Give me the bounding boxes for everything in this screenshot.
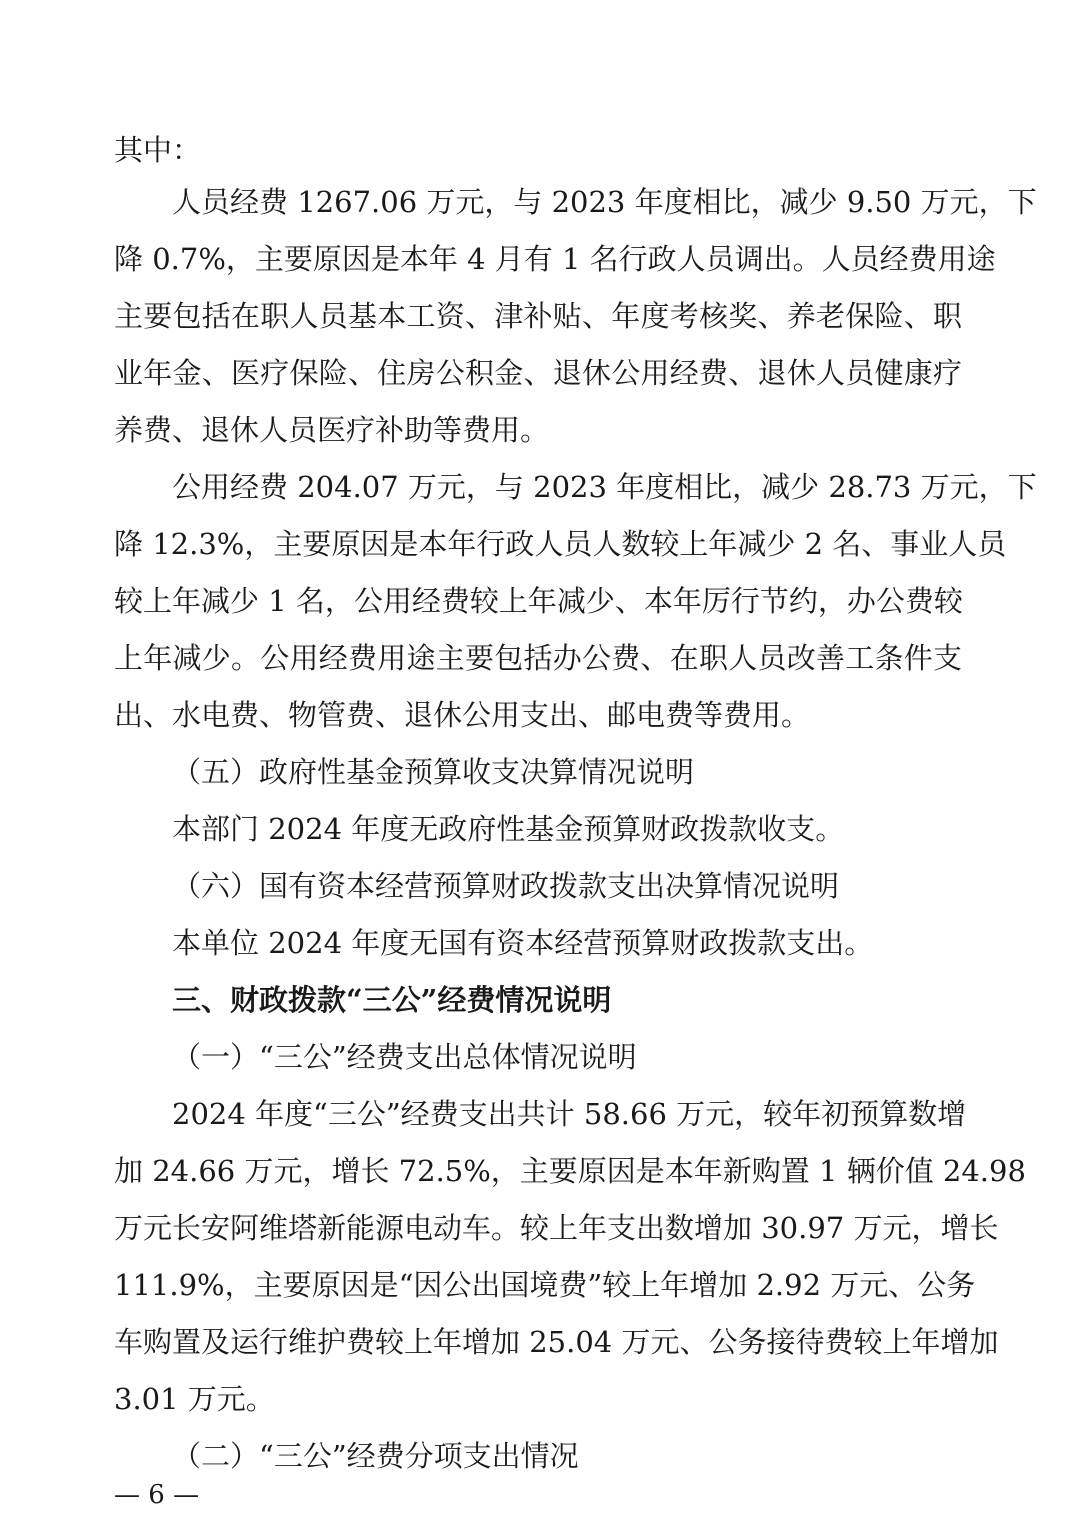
text-line: 加 24.66 万元，增长 72.5%，主要原因是本年新购置 1 辆价值 24.98 <box>114 1154 1026 1188</box>
paragraph-public-expense: 公用经费 204.07 万元，与 2023 年度相比，减少 28.73 万元，下 <box>172 470 1037 504</box>
text-line: 车购置及运行维护费较上年增加 25.04 万元、公务接待费较上年增加 <box>114 1325 999 1359</box>
text-line: 降 0.7%，主要原因是本年 4 月有 1 名行政人员调出。人员经费用途 <box>114 242 996 276</box>
paragraph-three-public-total: 2024 年度“三公”经费支出共计 58.66 万元，较年初预算数增 <box>172 1097 967 1131</box>
text-line: 主要包括在职人员基本工资、津补贴、年度考核奖、养老保险、职 <box>114 299 962 333</box>
section-heading-state-capital: （六）国有资本经营预算财政拨款支出决算情况说明 <box>172 869 840 903</box>
section-heading-three-public-expenses: 三、财政拨款“三公”经费情况说明 <box>172 983 612 1017</box>
text-line: 其中： <box>114 133 202 167</box>
page-number: — 6 — <box>114 1480 200 1510</box>
text-line: 业年金、医疗保险、住房公积金、退休公用经费、退休人员健康疗 <box>114 356 962 390</box>
paragraph-personnel-expense: 人员经费 1267.06 万元，与 2023 年度相比，减少 9.50 万元，下 <box>172 185 1037 219</box>
text-line: 出、水电费、物管费、退休公用支出、邮电费等费用。 <box>114 698 811 732</box>
text-line: 111.9%，主要原因是“因公出国境费”较上年增加 2.92 万元、公务 <box>114 1268 976 1302</box>
text-line: 较上年减少 1 名，公用经费较上年减少、本年厉行节约，办公费较 <box>114 584 963 618</box>
text-line: 本部门 2024 年度无政府性基金预算财政拨款收支。 <box>172 812 845 846</box>
subsection-heading-overall: （一）“三公”经费支出总体情况说明 <box>172 1040 637 1074</box>
subsection-heading-itemized: （二）“三公”经费分项支出情况 <box>172 1439 579 1473</box>
text-line: 养费、退休人员医疗补助等费用。 <box>114 413 550 447</box>
text-line: 本单位 2024 年度无国有资本经营预算财政拨款支出。 <box>172 926 874 960</box>
text-line: 3.01 万元。 <box>114 1382 275 1416</box>
text-line: 降 12.3%，主要原因是本年行政人员人数较上年减少 2 名、事业人员 <box>114 527 1007 561</box>
text-line: 上年减少。公用经费用途主要包括办公费、在职人员改善工条件支 <box>114 641 962 675</box>
text-line: 万元长安阿维塔新能源电动车。较上年支出数增加 30.97 万元，增长 <box>114 1211 999 1245</box>
section-heading-government-fund: （五）政府性基金预算收支决算情况说明 <box>172 755 695 789</box>
